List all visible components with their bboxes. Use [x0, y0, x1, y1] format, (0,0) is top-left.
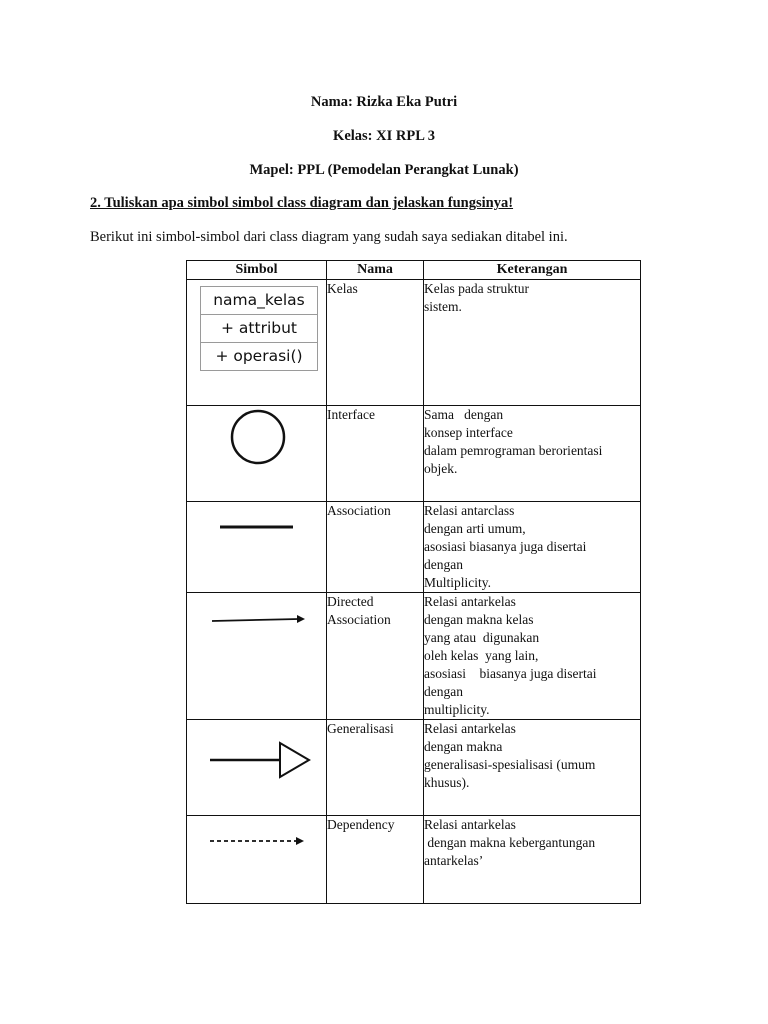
row-name — [327, 816, 424, 904]
header-name: Nama — [327, 261, 424, 280]
row-description-line: Relasi antarclass — [424, 503, 515, 518]
row-description-line: Relasi antarkelas — [424, 721, 516, 736]
table-row — [187, 280, 641, 406]
row-description-line: yang atau digunakan — [424, 630, 540, 645]
row-description-line: dengan makna kelas — [424, 612, 534, 627]
symbol-cell-interface — [187, 406, 327, 502]
row-name — [327, 406, 424, 502]
row-description — [424, 502, 641, 593]
subject-title: Mapel: PPL (Pemodelan Perangkat Lunak) — [249, 162, 519, 178]
table-row — [187, 816, 641, 904]
row-description-line: Multiplicity. — [424, 575, 491, 590]
symbol-cell-class — [187, 280, 327, 406]
symbol-cell-generalization — [187, 720, 327, 816]
row-description-line: sistem. — [424, 299, 462, 314]
row-description-line: konsep interface — [424, 425, 513, 440]
row-name-line: Association — [327, 503, 391, 518]
row-description-line: multiplicity. — [424, 702, 490, 717]
symbols-table — [186, 260, 641, 904]
table-row — [187, 593, 641, 720]
student-class: Kelas: XI RPL 3 — [333, 128, 435, 144]
header-symbol: Simbol — [187, 261, 327, 280]
class-box-attribute: + attribut — [201, 315, 317, 343]
intro-paragraph: Berikut ini simbol-simbol dari class diagram yang sudah saya sediakan ditabel ini. — [90, 229, 568, 245]
row-description — [424, 280, 641, 406]
class-box-name: nama_kelas — [201, 287, 317, 315]
dependency-dashed-arrow-icon — [187, 816, 327, 904]
class-box-icon — [200, 286, 318, 371]
header-description: Keterangan — [424, 261, 641, 280]
row-name-line: Generalisasi — [327, 721, 394, 736]
question-heading: 2. Tuliskan apa simbol simbol class diagram dan jelaskan fungsinya! — [90, 195, 514, 211]
row-description-line: dengan makna kebergantungan — [424, 835, 596, 850]
row-name-line: Dependency — [327, 817, 395, 832]
row-description-line: antarkelas’ — [424, 853, 484, 868]
row-description-line: Kelas pada struktur — [424, 281, 529, 296]
table-row — [187, 720, 641, 816]
row-name-line: Directed — [327, 594, 374, 609]
row-description-line: Sama dengan — [424, 407, 504, 422]
symbol-cell-directed-association — [187, 593, 327, 720]
directed-arrow-icon — [187, 593, 327, 719]
table-row — [187, 502, 641, 593]
row-description-line: dengan — [424, 684, 463, 699]
table-header-row — [187, 261, 641, 280]
row-description-line: Relasi antarkelas — [424, 594, 516, 609]
symbol-cell-association — [187, 502, 327, 593]
row-name-line: Kelas — [327, 281, 358, 296]
row-description — [424, 406, 641, 502]
row-description-line: Relasi antarkelas — [424, 817, 516, 832]
symbol-cell-dependency — [187, 816, 327, 904]
generalization-arrow-icon — [187, 720, 327, 816]
interface-circle-icon — [187, 406, 327, 502]
association-line-icon — [187, 502, 327, 592]
row-name — [327, 502, 424, 593]
row-name — [327, 593, 424, 720]
row-description-line: dengan — [424, 557, 463, 572]
row-description-line: asosiasi biasanya juga disertai — [424, 539, 587, 554]
row-description-line: dalam pemrograman berorientasi — [424, 443, 603, 458]
class-box-operation: + operasi() — [215, 347, 303, 365]
row-description-line: asosiasi biasanya juga disertai — [424, 666, 597, 681]
table-row — [187, 406, 641, 502]
row-description — [424, 720, 641, 816]
row-description-line: dengan arti umum, — [424, 521, 526, 536]
row-description-line: objek. — [424, 461, 458, 476]
row-name-line: Association — [327, 612, 391, 627]
row-name-line: Interface — [327, 407, 375, 422]
row-description-line: generalisasi-spesialisasi (umum — [424, 757, 596, 772]
row-description-line: oleh kelas yang lain, — [424, 648, 539, 663]
student-name: Nama: Rizka Eka Putri — [310, 94, 458, 110]
row-description — [424, 593, 641, 720]
row-description — [424, 816, 641, 904]
row-description-line: dengan makna — [424, 739, 503, 754]
row-name — [327, 280, 424, 406]
row-description-line: khusus). — [424, 775, 470, 790]
row-name — [327, 720, 424, 816]
